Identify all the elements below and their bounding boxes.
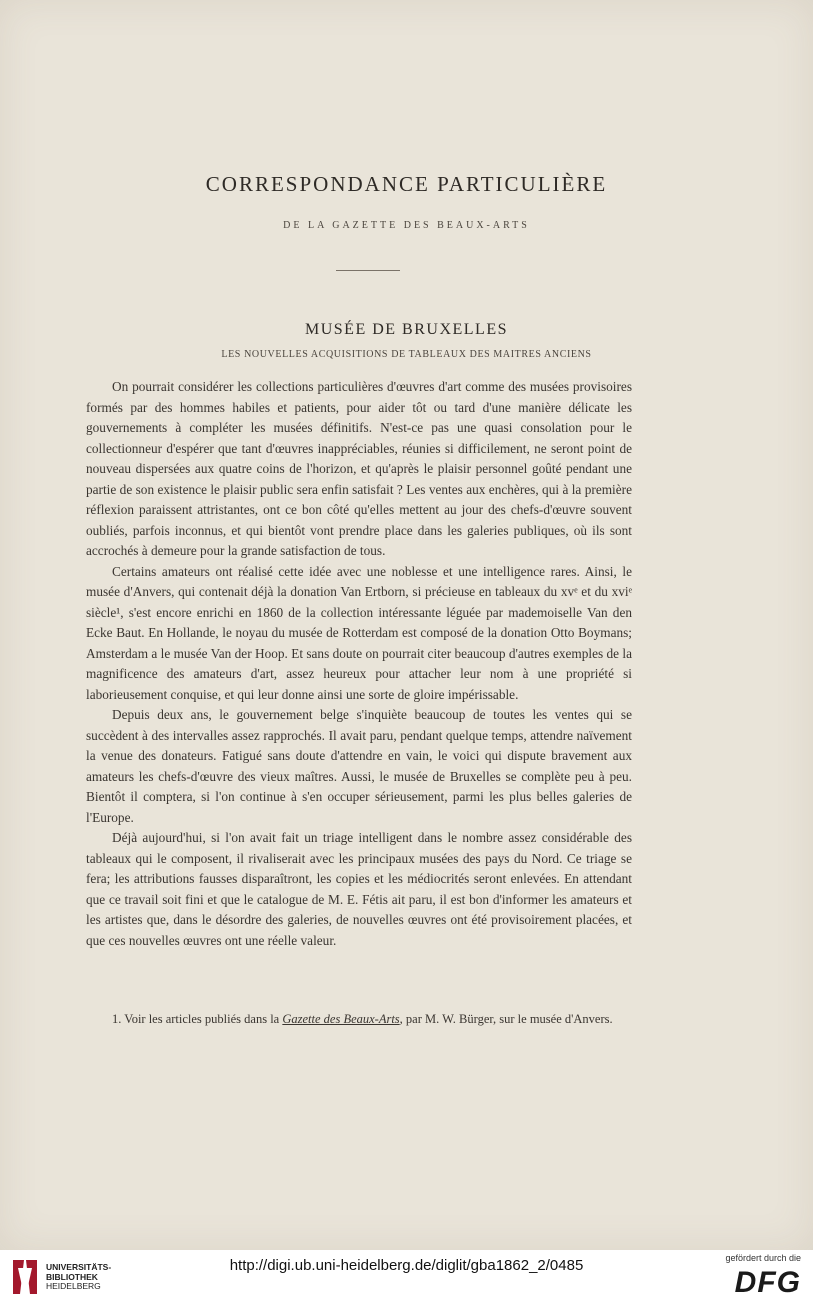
permalink-url[interactable]: http://digi.ub.uni-heidelberg.de/diglit/gba1862_2/0485 [229, 1257, 584, 1274]
footnote [86, 1010, 632, 1029]
library-name-line-1: UNIVERSITÄTS- [46, 1262, 112, 1272]
footnote-suffix: , par M. W. Bürger, sur le musée d'Anvers. [399, 1012, 613, 1026]
dfg-logo: DFG [734, 1266, 801, 1299]
paragraph-1: On pourrait considérer les collections particulières d'œuvres d'art comme des musées provisoires formés par des hommes habiles et patients, pour aider tôt ou tard d'une manière délicate les gouvernements à compléter les musées définitifs. N'est-ce pas une quasi consolation pour le collectionneur d'espérer que tant d'œuvres inappréciables, réunies si difficilement, ne seront point de nouveau dispersées aux quatre coins de l'horizon, et qu'après le plaisir personnel goûté pendant une partie de son existence le plaisir public sera enfin satisfait ? Les ventes aux enchères, qui à la première réflexion paraissent attristantes, ont ce bon côté qu'elles mettent au jour des chefs-d'œuvre souvent oubliés, parfois inconnus, et qui bientôt vont prendre place dans les galeries publiques, où ils sont accrochés à demeure pour la grande satisfaction de tous. [86, 379, 632, 558]
footnote-prefix: 1. Voir les articles publiés dans la [112, 1012, 283, 1026]
footnote-journal: Gazette des Beaux-Arts [282, 1012, 400, 1026]
section-subtitle: LES NOUVELLES ACQUISITIONS DE TABLEAUX DES MAITRES ANCIENS [221, 349, 592, 360]
funding-label: gefördert durch die [725, 1253, 801, 1263]
library-name-line-2: BIBLIOTHEK [46, 1271, 98, 1282]
section-title: MUSÉE DE BRUXELLES [305, 321, 508, 338]
journal-heading: CORRESPONDANCE PARTICULIÈRE [205, 172, 608, 196]
paragraph-4: Déjà aujourd'hui, si l'on avait fait un triage intelligent dans le nombre assez considérable des tableaux qui le composent, il rivaliserait avec les principaux musées des pays du Nord. Ce triage se fera; les attributions fausses disparaîtront, les copies et les médiocrités seront enlevées. En attendant que ce travail soit fini et que le catalogue de M. E. Fétis ait paru, il est bon d'informer les amateurs et les artistes que, dans le désordre des galeries, de nouvelles œuvres ont été provisoirement placées, et que ces nouvelles œuvres ont une réelle valeur. [86, 830, 632, 948]
paragraph-3: Depuis deux ans, le gouvernement belge s'inquiète beaucoup de toutes les ventes qui se succèdent à des intervalles assez rapprochés. Il avait paru, pendant quelque temps, attendre naïvement la venue des donateurs. Fatigué sans doute d'attendre en vain, le voici qui dispute bravement aux amateurs les chefs-d'œuvre des vieux maîtres. Aussi, le musée de Bruxelles se complète peu à peu. Bientôt il comptera, si l'on continue à s'en occuper sérieusement, parmi les plus belles galeries de l'Europe. [86, 707, 632, 825]
library-name-line-3: HEIDELBERG [46, 1281, 101, 1291]
heading-divider [336, 270, 400, 271]
paragraph-2: Certains amateurs ont réalisé cette idée avec une noblesse et une intelligence rares. Ainsi, le musée d'Anvers, qui contenait déjà la donation Van Ertborn, si précieuse en tableaux du xvᵉ et du xviᵉ siècle¹, s'est encore enrichi en 1860 de la collection intéressante léguée par mademoiselle Van den Ecke Baut. En Hollande, le noyau du musée de Rotterdam est composé de la donation Otto Boymans; Amsterdam a le musée Van der Hoop. Et sans doute on pourrait citer beaucoup d'autres exemples de la magnificence des amateurs d'art, assez heureux pour attacher leur nom à une propriété si laborieusement conquise, et qui leur donne ainsi une sorte de gloire impérissable. [86, 563, 632, 702]
article-body [86, 377, 632, 951]
journal-subheading: DE LA GAZETTE DES BEAUX-ARTS [283, 220, 530, 231]
